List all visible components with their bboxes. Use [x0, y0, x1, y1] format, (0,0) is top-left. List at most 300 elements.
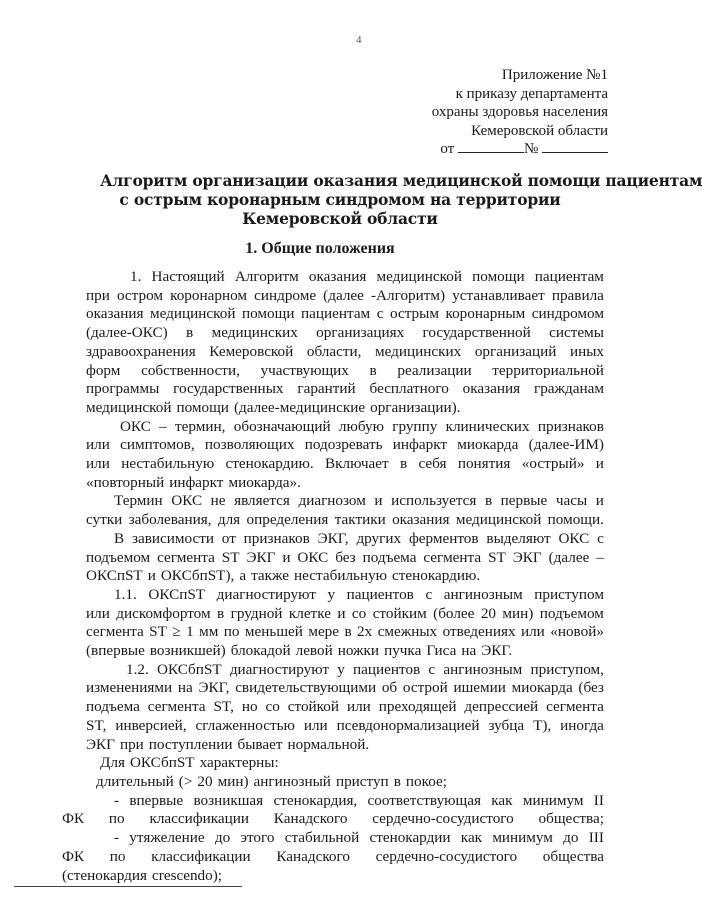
word: сегмента: [423, 548, 482, 566]
word: смежных: [377, 623, 438, 641]
text-line: [86, 455, 604, 474]
word: (далее: [323, 286, 364, 304]
word: при: [119, 735, 144, 753]
word: II: [593, 791, 604, 809]
word: при: [86, 286, 110, 304]
word: ЭКГ: [246, 548, 276, 566]
word: преходящей: [378, 698, 457, 716]
appendix-date-line: [418, 140, 608, 159]
word: Канадского: [273, 810, 348, 828]
word: (далее: [548, 548, 590, 566]
word: ножки: [337, 642, 380, 660]
word: впервые: [129, 791, 184, 809]
word: 1.2.: [126, 660, 149, 678]
word: утяжеление: [129, 829, 205, 847]
word: инверсией,: [115, 716, 187, 734]
word: ишемии: [453, 679, 506, 697]
word: мин): [217, 772, 249, 790]
word: 1.: [130, 268, 142, 285]
word: (более: [433, 604, 475, 622]
word: медицинской: [455, 511, 542, 529]
word: является: [234, 492, 290, 510]
text-line: [86, 287, 604, 306]
word: в: [344, 623, 352, 641]
word: приступом,: [530, 660, 604, 678]
text-line: [86, 829, 604, 848]
word: стабильной: [284, 829, 360, 847]
word: Кемеровской: [209, 342, 294, 360]
text-line: [86, 623, 604, 642]
word: организаций: [474, 342, 557, 360]
word: выделяют: [486, 529, 551, 547]
text-line: [86, 754, 604, 773]
title-line: с острым коронарным синдромом на территории: [119, 190, 561, 209]
word: ОКС: [120, 417, 151, 435]
word: у: [337, 660, 345, 678]
text-line: [86, 492, 604, 511]
text-line: [86, 380, 604, 399]
word: ферментов: [408, 529, 479, 547]
document-body: [62, 268, 604, 885]
word: стенокардию.: [392, 567, 481, 585]
word: (далее-ИМ): [528, 436, 604, 454]
word: ангинозным: [443, 585, 523, 603]
word: не: [210, 492, 226, 510]
word: ФК: [62, 847, 85, 865]
word: подъема: [86, 698, 140, 716]
word: инфаркт: [169, 473, 224, 491]
word: ST: [488, 548, 506, 566]
word: и: [337, 604, 346, 622]
word: оказания: [308, 268, 367, 285]
word: общества;: [538, 810, 604, 828]
word: по: [223, 623, 240, 641]
word: В: [114, 529, 125, 547]
word: позволяющих: [204, 436, 295, 454]
word: –: [596, 548, 604, 566]
text-line: [86, 530, 604, 549]
word: гражданам: [533, 380, 604, 398]
word: с: [428, 660, 436, 678]
word: гарантий: [297, 380, 356, 398]
word: с: [376, 305, 384, 323]
word: ОКСбпST: [156, 660, 222, 678]
word: помощи.: [547, 511, 604, 529]
text-line: [86, 268, 604, 287]
word: 20: [197, 772, 213, 790]
word: ангинозный: [253, 772, 331, 790]
word: классификации: [149, 810, 249, 828]
text-line: [86, 418, 604, 437]
word: ОКСпST: [86, 567, 143, 585]
word: иногда: [560, 716, 604, 734]
word: миокарда: [457, 436, 519, 454]
word: коронарным: [445, 305, 526, 323]
word: и: [282, 548, 291, 566]
word: программы: [86, 380, 160, 398]
word: здравоохранения: [86, 342, 196, 360]
word: но: [241, 698, 258, 716]
word: Для: [100, 754, 125, 772]
word: зависимости: [131, 529, 214, 547]
word: crescendo);: [152, 866, 223, 884]
appendix-line: Кемеровской области: [471, 122, 608, 139]
word: признаков: [243, 529, 310, 547]
word: Т),: [533, 716, 552, 734]
word: зубца: [488, 716, 525, 734]
page-number: 4: [356, 34, 362, 46]
word: миокарда».: [228, 473, 301, 491]
word: ФК: [62, 810, 85, 828]
word: 2х: [357, 623, 373, 641]
word: организациях: [316, 324, 405, 342]
word: области,: [306, 342, 362, 360]
word: с: [425, 585, 433, 603]
word: или: [520, 623, 545, 641]
word: левой: [295, 642, 333, 660]
word: ЭКГ: [512, 548, 542, 566]
word: участвующих: [260, 361, 349, 379]
word: (далее-медицинские: [233, 398, 366, 416]
word: и: [595, 455, 604, 473]
word: мин): [502, 604, 534, 622]
word: ST,: [213, 698, 234, 716]
word: заболевания,: [128, 511, 212, 529]
word: диагностируют: [229, 660, 330, 678]
word: или: [346, 698, 371, 716]
word: у: [327, 585, 336, 603]
text-line: [62, 848, 604, 867]
word: собственности,: [141, 361, 240, 379]
text-line: [86, 605, 604, 624]
number-blank: [542, 140, 608, 153]
word: ОКСбпST: [129, 754, 195, 772]
word: синдромом: [531, 305, 604, 323]
word: коронарном: [170, 286, 247, 304]
word: реализации: [397, 361, 472, 379]
text-line: [86, 474, 604, 493]
word: со: [265, 698, 280, 716]
word: III: [588, 829, 604, 847]
word: дискомфортом: [116, 604, 211, 622]
word: ОКС: [171, 492, 203, 510]
word: оказания: [392, 511, 450, 529]
word: изменениями: [86, 679, 173, 697]
word: минимум: [492, 829, 553, 847]
word: мм: [199, 623, 219, 641]
word: покое;: [405, 772, 447, 790]
word: общества: [542, 847, 604, 865]
word: стойкой: [287, 698, 340, 716]
word: острым: [389, 305, 439, 323]
word: организации).: [370, 398, 461, 416]
word: и: [595, 492, 604, 510]
word: (впервые: [86, 642, 145, 660]
word: оказания: [462, 380, 521, 398]
word: помощи: [176, 398, 229, 416]
word: пациентам: [534, 268, 604, 285]
title-line: Кемеровской области: [242, 209, 438, 228]
word: устанавливает: [452, 286, 545, 304]
word: меньшей: [244, 623, 303, 641]
word: сердечно-сосудистого: [375, 847, 518, 865]
appendix-header: [418, 66, 608, 159]
word: –: [159, 417, 167, 435]
word: (далее-ОКС): [86, 324, 168, 342]
word: Канадского: [276, 847, 350, 865]
word: а: [239, 567, 247, 585]
document-title: [100, 171, 702, 228]
word: в: [369, 361, 377, 379]
text-line: [86, 567, 604, 586]
text-line: [86, 586, 604, 605]
word: подъемом: [539, 604, 604, 622]
word: классификации: [151, 847, 251, 865]
word: любую: [338, 417, 384, 435]
word: как: [460, 829, 483, 847]
word: «острый»: [521, 455, 585, 473]
word: в: [399, 455, 408, 473]
word: поступлении: [148, 735, 233, 753]
word: пациентам: [301, 305, 371, 323]
word: на: [461, 642, 477, 660]
word: минимум: [522, 791, 584, 809]
word: Алгоритм: [234, 268, 299, 285]
word: ОКС: [558, 529, 590, 547]
section-heading: 1. Общие положения: [245, 240, 395, 257]
text-line: [86, 679, 604, 698]
word: ОКСпST: [148, 585, 206, 603]
word: по: [109, 847, 126, 865]
word: возникшая: [193, 791, 264, 809]
word: как: [491, 791, 513, 809]
word: ОКС: [297, 548, 329, 566]
word: или: [86, 436, 110, 454]
word: государственной: [422, 324, 531, 342]
word: до: [214, 829, 231, 847]
word: первые: [500, 492, 548, 510]
word: до: [563, 829, 579, 847]
number-label: №: [523, 141, 539, 157]
word: инфаркт: [392, 436, 448, 454]
text-line: [86, 698, 604, 717]
word: со: [351, 604, 367, 622]
word: также: [251, 567, 290, 585]
word: медицинской: [150, 305, 236, 323]
word: сердечно-сосудистого: [372, 810, 514, 828]
word: форм: [86, 361, 121, 379]
word: обозначающий: [233, 417, 331, 435]
word: медицинских: [211, 324, 298, 342]
appendix-line: Приложение №1: [501, 67, 608, 83]
text-line: [86, 399, 604, 418]
word: и: [147, 567, 156, 585]
word: нормальной.: [287, 735, 370, 753]
word: или: [86, 455, 110, 473]
text-line: [86, 642, 604, 661]
date-blank: [458, 140, 524, 153]
word: оказания: [86, 305, 144, 323]
word: «повторный: [86, 473, 165, 491]
word: стенокардия,: [273, 791, 358, 809]
word: с: [597, 529, 604, 547]
word: диагностируют: [216, 585, 316, 603]
word: ЭКГ.: [481, 642, 513, 660]
word: от: [221, 529, 236, 547]
word: (стенокардия: [62, 866, 148, 884]
word: помощи: [242, 305, 295, 323]
word: длительный: [96, 772, 174, 790]
appendix-line: к приказу департамента: [455, 85, 608, 102]
word: стенокардию.: [225, 455, 314, 473]
word: депрессией: [464, 698, 539, 716]
word: других: [356, 529, 402, 547]
word: сглаженностью: [195, 716, 295, 734]
word: без: [335, 548, 356, 566]
word: (>: [178, 772, 193, 790]
word: свидетельствующими: [235, 679, 377, 697]
text-line: [86, 549, 604, 568]
word: понятия: [457, 455, 511, 473]
word: соответствующая: [367, 791, 481, 809]
text-line: [86, 362, 604, 381]
word: клетке: [288, 604, 331, 622]
word: нестабильную: [294, 567, 388, 585]
word: -Алгоритм): [371, 286, 446, 304]
word: по: [108, 810, 125, 828]
word: сегмента: [157, 548, 215, 566]
word: -: [114, 829, 120, 847]
text-line: [86, 773, 604, 792]
word: бесплатного: [369, 380, 449, 398]
word: мере: [308, 623, 340, 641]
date-label: от: [440, 141, 455, 157]
word: часы: [555, 492, 588, 510]
text-line: [86, 436, 604, 455]
text-line: [86, 792, 604, 811]
word: ОКСбпST),: [160, 567, 235, 585]
word: возникшей): [149, 642, 226, 660]
word: ЭКГ,: [317, 529, 349, 547]
word: медицинской: [86, 398, 172, 416]
word: тактики: [334, 511, 386, 529]
word: Настоящий: [151, 268, 225, 285]
text-line: [86, 717, 604, 736]
word: государственных: [173, 380, 284, 398]
text-line: [62, 810, 604, 829]
word: определения: [246, 511, 329, 529]
word: ≥: [172, 623, 181, 641]
text-line: [86, 305, 604, 324]
word: приступ: [335, 772, 389, 790]
word: острой: [402, 679, 448, 697]
word: помощи: [472, 268, 525, 285]
word: и: [374, 492, 383, 510]
word: 20: [480, 604, 496, 622]
word: бывает: [237, 735, 283, 753]
word: сегмента: [86, 623, 144, 641]
word: пучка: [384, 642, 422, 660]
word: 1.1.: [114, 585, 137, 603]
text-line: [86, 511, 604, 530]
word: иных: [569, 342, 604, 360]
text-line: [86, 661, 604, 680]
word: ST: [221, 548, 240, 566]
word: пациентов: [353, 660, 421, 678]
word: стенокардии: [369, 829, 451, 847]
word: Включает: [324, 455, 389, 473]
word: подъемом: [86, 548, 151, 566]
footnote-rule: [14, 886, 242, 887]
word: псевдонормализацией: [336, 716, 480, 734]
word: стойким: [372, 604, 427, 622]
word: себя: [418, 455, 447, 473]
word: ЭКГ,: [198, 679, 230, 697]
word: в: [217, 604, 225, 622]
word: остром: [116, 286, 163, 304]
appendix-line: охраны здоровья населения: [431, 104, 608, 120]
word: группу: [392, 417, 438, 435]
word: территориальной: [492, 361, 604, 379]
word: сегмента: [546, 698, 604, 716]
word: пациентов: [346, 585, 414, 603]
word: в: [393, 772, 401, 790]
word: нестабильную: [121, 455, 215, 473]
word: используется: [391, 492, 477, 510]
word: на: [177, 679, 193, 697]
word: системы: [549, 324, 604, 342]
word: подъема: [362, 548, 417, 566]
text-line: [86, 343, 604, 362]
word: блокадой: [230, 642, 291, 660]
word: 1: [186, 623, 194, 641]
word: грудной: [230, 604, 283, 622]
title-line: Алгоритм организации оказания медицинской помощи пациентам: [100, 171, 702, 190]
word: сутки: [86, 511, 123, 529]
word: этого: [240, 829, 275, 847]
word: -: [114, 791, 120, 809]
word: ST,: [86, 716, 107, 734]
word: диагнозом: [298, 492, 366, 510]
word: медицинской: [376, 268, 462, 285]
word: ЭКГ: [86, 735, 115, 753]
word: или: [303, 716, 328, 734]
text-line: [86, 736, 604, 755]
word: Термин: [114, 492, 163, 510]
word: симптомов,: [120, 436, 195, 454]
word: (без: [578, 679, 604, 697]
word: признаков: [537, 417, 604, 435]
word: подозревать: [304, 436, 383, 454]
word: ангинозным: [443, 660, 523, 678]
word: Гиса: [426, 642, 457, 660]
word: медицинских: [375, 342, 462, 360]
word: миокарда: [511, 679, 573, 697]
text-line: [86, 324, 604, 343]
text-line: [62, 867, 604, 886]
word: характерны:: [199, 754, 279, 772]
word: «новой»: [550, 623, 604, 641]
word: термин,: [175, 417, 226, 435]
word: приступом: [534, 585, 604, 603]
word: об: [381, 679, 398, 697]
word: клинических: [445, 417, 530, 435]
word: ST: [149, 623, 167, 641]
word: синдроме: [254, 286, 317, 304]
word: или: [86, 604, 110, 622]
word: сегмента: [147, 698, 206, 716]
word: для: [217, 511, 241, 529]
